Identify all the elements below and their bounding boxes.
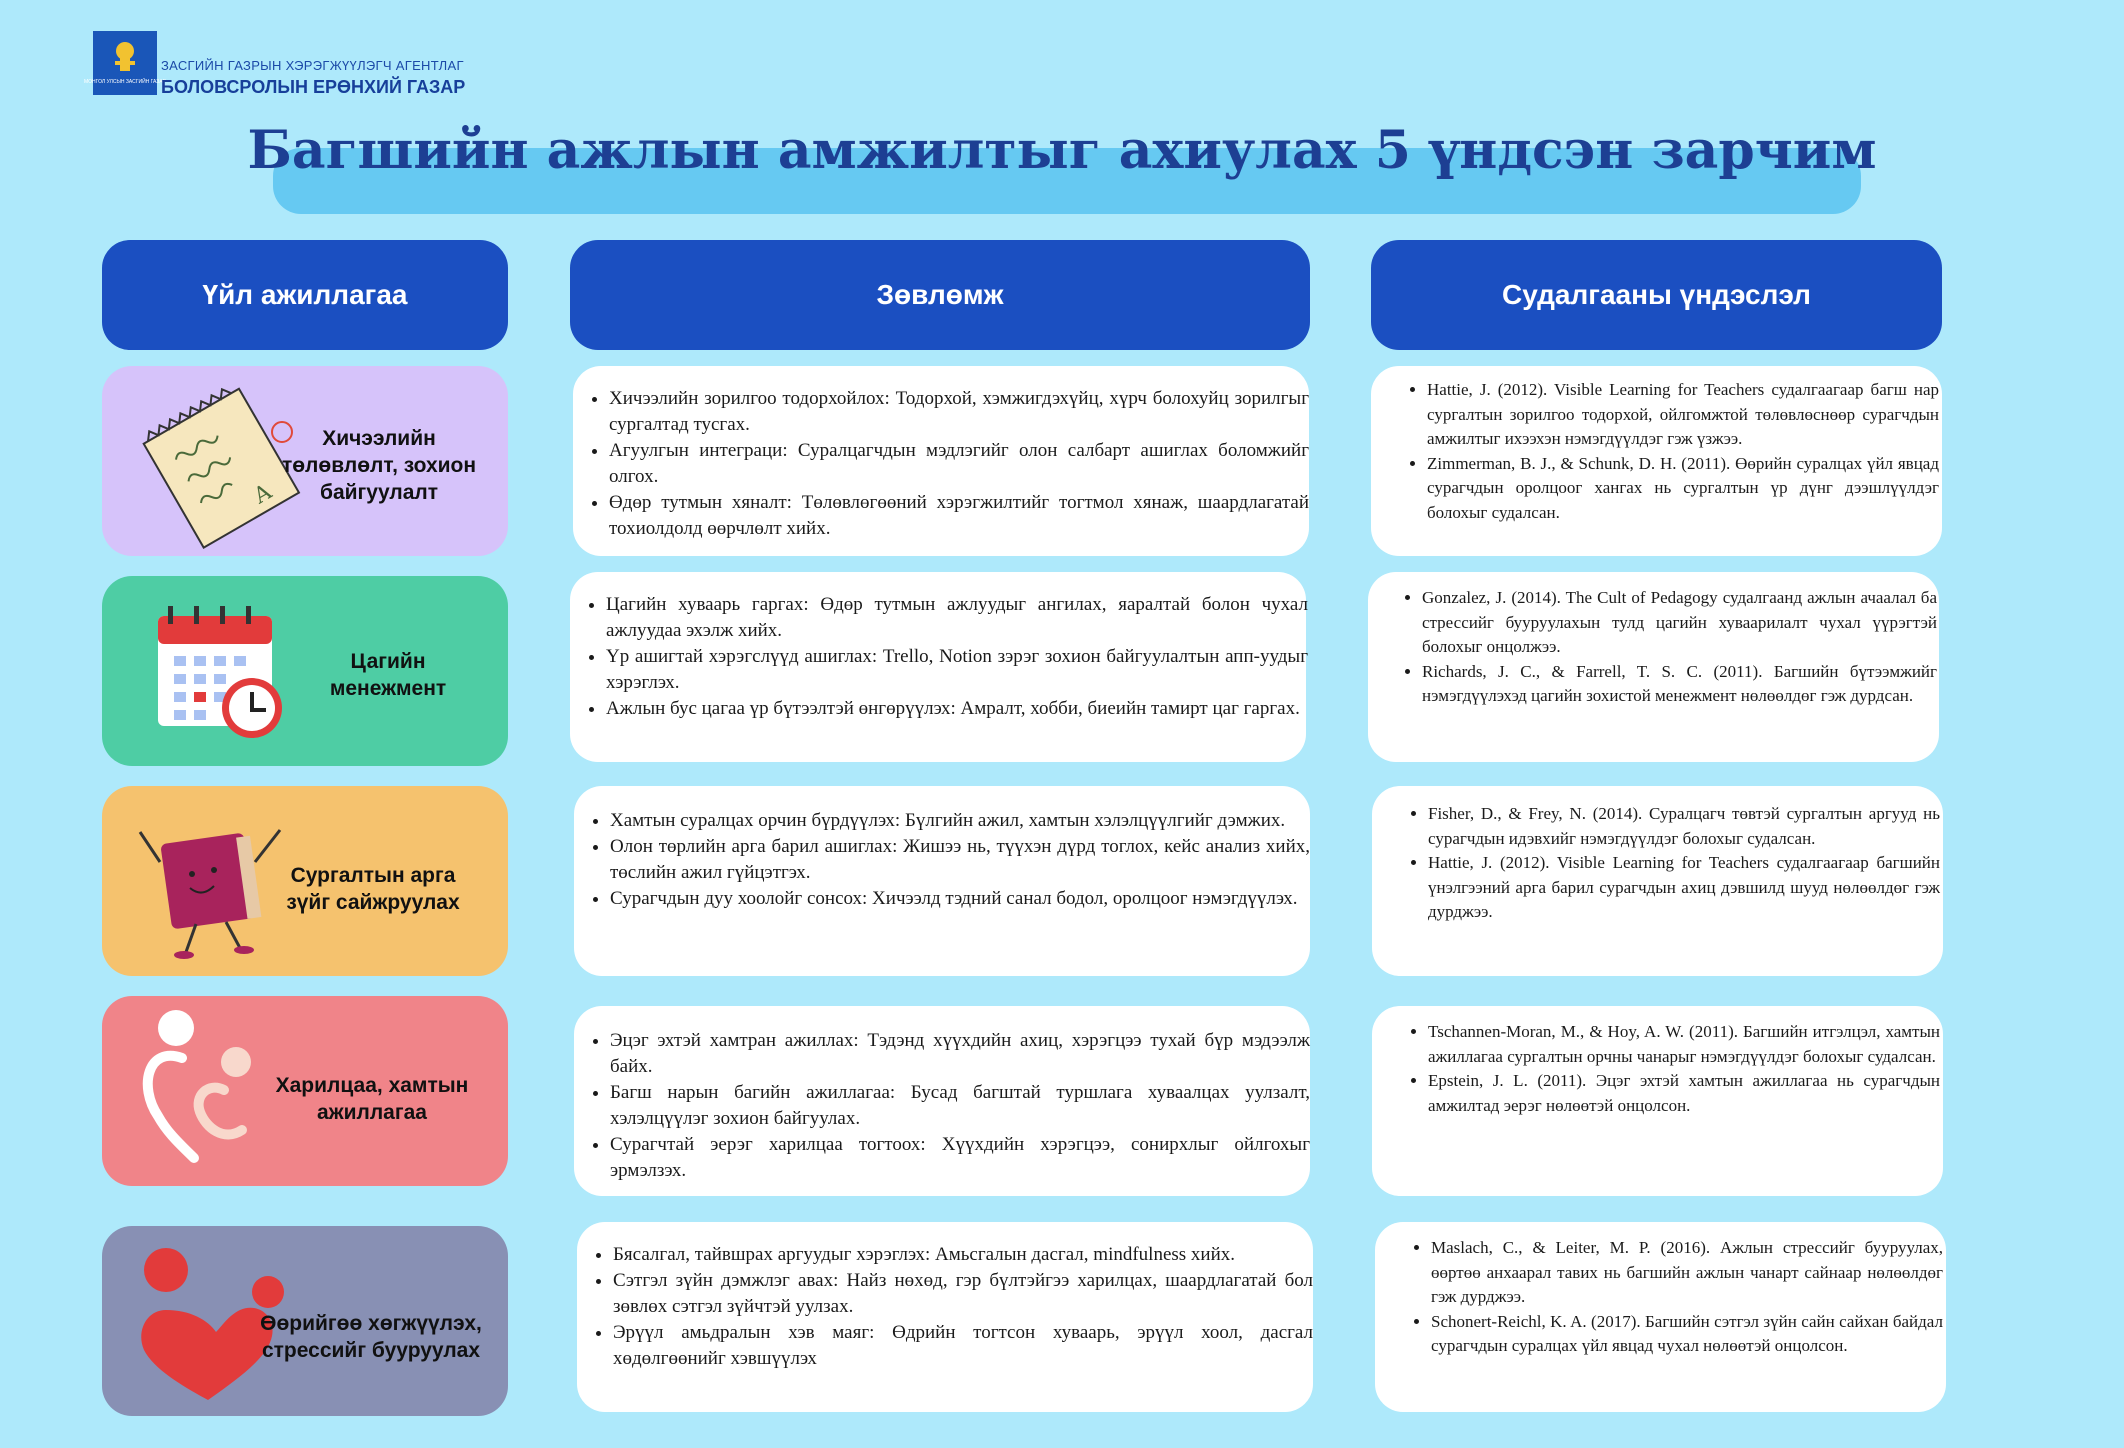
header-activity: Үйл ажиллагаа — [102, 240, 508, 350]
activity-label: Цагийн менежмент — [329, 650, 447, 700]
research-card-selfcare — [1375, 1222, 1946, 1412]
advice-item: • Цагийн хуваарь гаргах: Өдөр тутмын ажлуудыг ангилах, яаралтай болон чухал ажлуудаа эхэлж хийх. — [606, 592, 1308, 644]
research-item: • Schonert-Reichl, K. A. (2017). Багшийн сэтгэл зүйн сайн сайхан байдал сурагчдын суралцах үйл явцад чухал нөлөөтэй онцолсон. — [1431, 1310, 1943, 1359]
research-item: • Hattie, J. (2012). Visible Learning for Teachers судалгаагаар багш нар сургалтын зорилгоо тодорхой, ойлгомжтой төлөвлөснөөр сурагчдын амжилтыг ихээхэн нэмэгдүүлдэг гэж үзжээ. — [1427, 378, 1939, 452]
activity-card-planning — [102, 366, 508, 556]
agency-line: ЗАСГИЙН ГАЗРЫН ХЭРЭГЖҮҮЛЭГЧ АГЕНТЛАГ — [161, 58, 464, 73]
research-item: • Richards, J. C., & Farrell, T. S. C. (2011). Багшийн бүтээмжийг нэмэгдүүлэхэд цагийн зохистой менежмент нөлөөлдөг гэж дурдсан. — [1422, 660, 1937, 709]
advice-item: • Хамтын суралцах орчин бүрдүүлэх: Бүлгийн ажил, хамтын хэлэлцүүлгийг дэмжих. — [610, 808, 1310, 834]
research-item: • Epstein, J. L. (2011). Эцэг эхтэй хамтын ажиллагаа нь сурагчдын амжилтад эерэг нөлөөтэй онцолсон. — [1428, 1069, 1940, 1118]
advice-item: • Бясалгал, тайвшрах аргуудыг хэрэглэх: Амьсгалын дасгал, mindfulness хийх. — [613, 1242, 1313, 1268]
activity-card-time — [102, 576, 508, 766]
research-item: • Fisher, D., & Frey, N. (2014). Суралцагч төвтэй сургалтын аргууд нь сурагчдын идэвхийг нэмэгдүүлдэг болохыг судалсан. — [1428, 802, 1940, 851]
svg-text:A: A — [249, 479, 277, 510]
page-title: Багшийн ажлын амжилтыг ахиулах 5 үндсэн зарчим — [247, 120, 1877, 181]
advice-item: • Багш нарын багийн ажиллагаа: Бусад багштай туршлага хуваалцах уулзалт, хэлэлцүүлэг зохион байгуулах. — [610, 1080, 1310, 1132]
research-card-methods — [1372, 786, 1943, 976]
emblem-text: МОНГОЛ УЛСЫН ЗАСГИЙН ГАЗАР — [83, 79, 167, 85]
research-item: • Tschannen-Moran, M., & Hoy, A. W. (2011). Багшийн итгэлцэл, хамтын ажиллагаа сургалтын орчны чанарыг нэмэгдүүлдэг болохыг судалсан. — [1428, 1020, 1940, 1069]
calendar-clock-icon — [154, 604, 284, 744]
research-item: • Hattie, J. (2012). Visible Learning for Teachers судалгаагаар багшийн үнэлгээний арга барил сурагчдын ахиц дэвшилд шууд нөлөөлдөг гэж дурджээ. — [1428, 851, 1940, 925]
emblem-logo — [83, 31, 167, 95]
advice-item: • Агуулгын интеграци: Суралцагчдын мэдлэгийг олон салбарт ашиглах боломжийг олгох. — [609, 438, 1309, 490]
advice-item: • Эцэг эхтэй хамтран ажиллах: Тэдэнд хүүхдийн ахиц, хэрэгцээ тухай бүр мэдээлж байх. — [610, 1028, 1310, 1080]
advice-item: • Сурагчдын дуу хоолойг сонсох: Хичээлд тэдний санал бодол, оролцоог нэмэгдүүлэх. — [610, 886, 1310, 912]
activity-card-selfcare — [102, 1226, 508, 1416]
advice-card-selfcare — [577, 1222, 1313, 1412]
activity-card-methods — [102, 786, 508, 976]
activity-card-collaboration — [102, 996, 508, 1186]
activity-label: Хичээлийн төлөвлөлт, зохион байгуулалт — [281, 427, 477, 504]
org-name: БОЛОВСРОЛЫН ЕРӨНХИЙ ГАЗАР — [161, 77, 466, 97]
header-research: Судалгааны үндэслэл — [1371, 240, 1942, 350]
advice-item: • Ажлын бус цагаа үр бүтээлтэй өнгөрүүлэх: Амралт, хобби, биеийн тамирт цаг гаргах. — [606, 696, 1308, 722]
research-item: • Gonzalez, J. (2014). The Cult of Pedagogy судалгаанд ажлын ачаалал ба стрессийг бууруулахын тулд цагийн хуваарилалт чухал үүрэгтэй болохыг онцолжээ. — [1422, 586, 1937, 660]
research-item: • Zimmerman, B. J., & Schunk, D. H. (2011). Өөрийн суралцах үйл явцад сурагчдын оролцоог хангах нь сургалтын үр дүнг дээшлүүлдэг болохыг судалсан. — [1427, 452, 1939, 526]
advice-item: • Эрүүл амьдралын хэв маяг: Өдрийн тогтсон хуваарь, эрүүл хоол, дасгал хөдөлгөөнийг хэвшүүлэх — [613, 1320, 1313, 1372]
advice-card-planning — [573, 366, 1309, 556]
research-card-planning — [1371, 366, 1942, 556]
activity-label: Өөрийгөө хөгжүүлэх, стрессийг бууруулах — [260, 1312, 482, 1362]
advice-item: • Хичээлийн зорилгоо тодорхойлох: Тодорхой, хэмжигдэхүйц, хүрч болохуйц зорилгыг сургалтад тусгах. — [609, 386, 1309, 438]
advice-card-methods — [574, 786, 1310, 976]
activity-label: Харилцаа, хамтын ажиллагаа — [275, 1074, 469, 1124]
advice-item: • Сурагчтай эерэг харилцаа тогтоох: Хүүхдийн хэрэгцээ, сонирхлыг ойлгохыг эрмэлзэх. — [610, 1132, 1310, 1184]
header-advice: Зөвлөмж — [570, 240, 1310, 350]
advice-card-collaboration — [574, 1006, 1310, 1196]
advice-item: • Үр ашигтай хэрэгслүүд ашиглах: Trello, Notion зэрэг зохион байгуулалтын апп-уудыг хэрэглэх. — [606, 644, 1308, 696]
advice-item: • Өдөр тутмын хяналт: Төлөвлөгөөний хэрэгжилтийг тогтмол хянаж, шаардлагатай тохиолдолд өөрчлөлт хийх. — [609, 490, 1309, 542]
advice-item: • Сэтгэл зүйн дэмжлэг авах: Найз нөхөд, гэр бүлтэйгээ харилцах, шаардлагатай бол зөвлөх сэтгэл зүйчтэй уулзах. — [613, 1268, 1313, 1320]
research-card-time — [1368, 572, 1939, 762]
advice-item: • Олон төрлийн арга барил ашиглах: Жишээ нь, түүхэн дүрд тоглох, кейс анализ хийх, төслийн ажил гүйцэтгэх. — [610, 834, 1310, 886]
people-heart-icon — [138, 1006, 268, 1176]
research-item: • Maslach, C., & Leiter, M. P. (2016). Ажлын стрессийг бууруулах, өөртөө анхаарал тавих нь багшийн ажлын чанарт сайнаар нөлөөлдөг гэж дурджээ. — [1431, 1236, 1943, 1310]
activity-label: Сургалтын арга зүйг сайжруулах — [286, 864, 460, 914]
advice-card-time — [570, 572, 1306, 762]
research-card-collaboration — [1372, 1006, 1943, 1196]
